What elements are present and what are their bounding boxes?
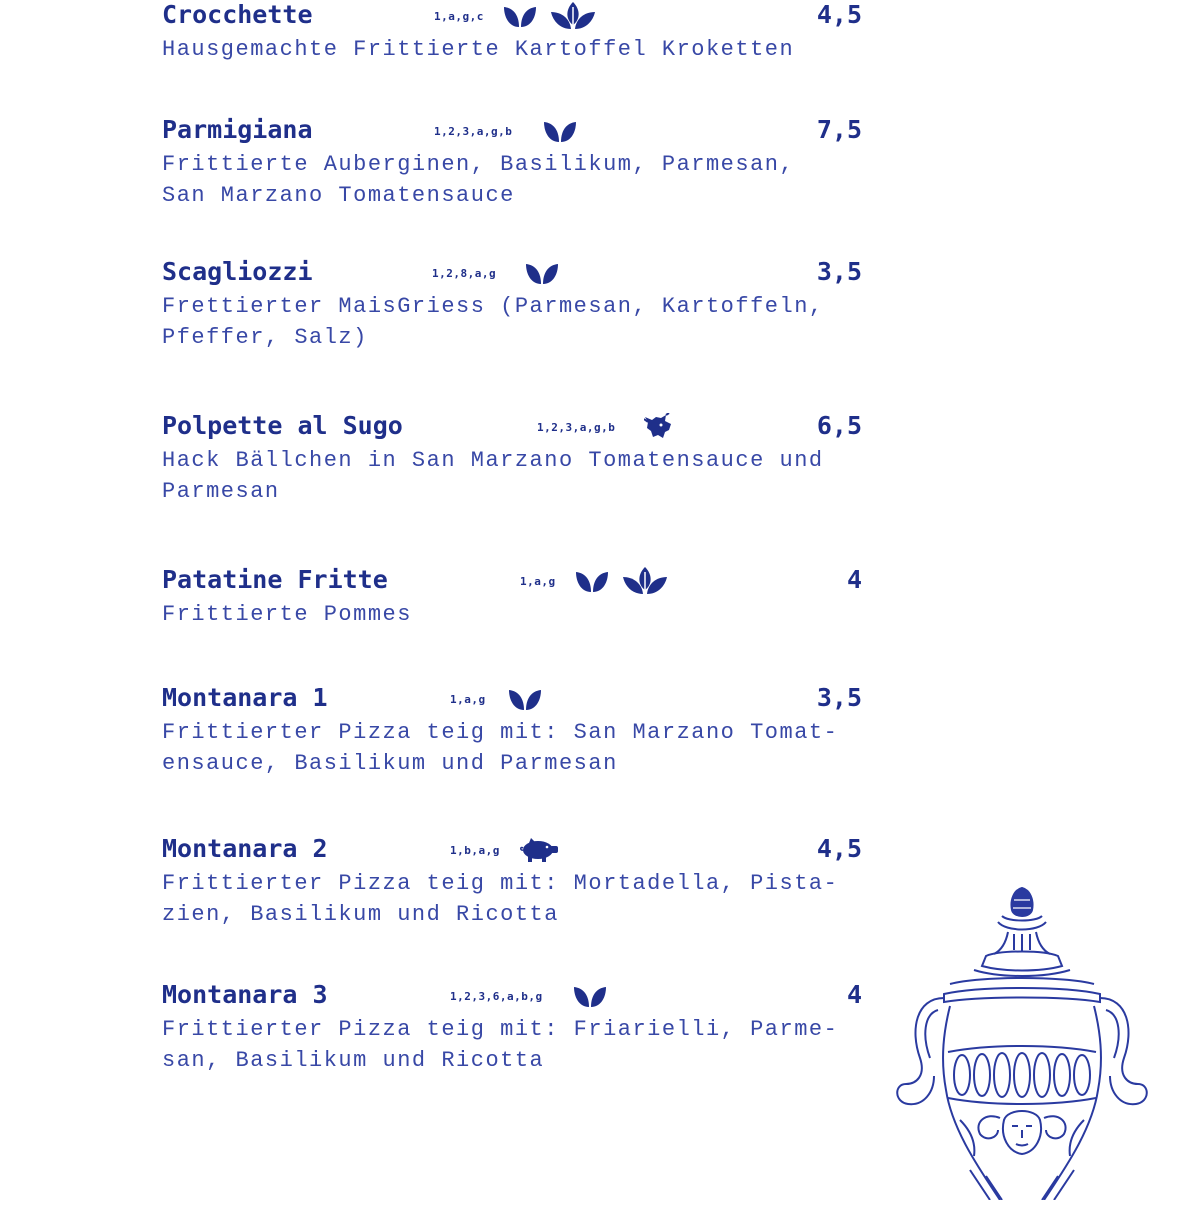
dish-description: Hack Bällchen in San Marzano Tomatensauce und Parmesan (162, 448, 824, 504)
dish-price: 3,5 (816, 683, 862, 712)
allergen-codes: 1,2,8,a,g (432, 267, 497, 280)
diet-icons (574, 565, 668, 597)
dish-price: 3,5 (816, 257, 862, 286)
dish-name: Polpette al Sugo (162, 411, 403, 440)
dish-price: 4 (846, 980, 862, 1009)
allergen-codes: 1,a,g (450, 693, 486, 706)
vegetarian-leaf-icon (572, 983, 608, 1009)
dish-price: 7,5 (816, 115, 862, 144)
dish-name: Montanara 3 (162, 980, 328, 1009)
allergen-codes: 1,a,g,c (434, 10, 484, 23)
vegan-plant-icon (622, 566, 668, 596)
ornamental-vase-icon (890, 880, 1150, 1205)
dish-description: Frittierter Pizza teig mit: Friarielli, Parme- san, Basilikum und Ricotta (162, 1017, 839, 1073)
allergen-codes: 1,2,3,a,g,b (434, 125, 513, 138)
allergen-codes: 1,b,a,g (450, 844, 500, 857)
dish-price: 4 (846, 565, 862, 594)
vegetarian-leaf-icon (507, 686, 543, 712)
vegetarian-leaf-icon (502, 3, 538, 29)
diet-icons (572, 980, 608, 1012)
vegan-plant-icon (550, 1, 596, 31)
dish-price: 6,5 (816, 411, 862, 440)
dish-price: 4,5 (816, 834, 862, 863)
dish-price: 4,5 (816, 0, 862, 29)
allergen-codes: 1,2,3,a,g,b (537, 421, 616, 434)
allergen-codes: 1,2,3,6,a,b,g (450, 990, 543, 1003)
dish-description: Frittierter Pizza teig mit: San Marzano Tomat- ensauce, Basilikum und Parmesan (162, 720, 839, 776)
diet-icons (520, 834, 560, 866)
dish-description: Frittierter Pizza teig mit: Mortadella, Pista- zien, Basilikum und Ricotta (162, 871, 839, 927)
vegetarian-leaf-icon (574, 568, 610, 594)
dish-name: Montanara 2 (162, 834, 328, 863)
allergen-codes: 1,a,g (520, 575, 556, 588)
dish-description: Hausgemachte Frittierte Kartoffel Kroketten (162, 37, 795, 62)
diet-icons (507, 683, 543, 715)
dish-name: Patatine Fritte (162, 565, 388, 594)
diet-icons (542, 115, 578, 147)
vegetarian-leaf-icon (524, 260, 560, 286)
vegetarian-leaf-icon (542, 118, 578, 144)
diet-icons (502, 0, 596, 32)
beef-icon (644, 413, 674, 441)
dish-description: Frittierte Pommes (162, 602, 412, 627)
diet-icons (524, 257, 560, 289)
dish-name: Scagliozzi (162, 257, 313, 286)
pork-icon (520, 837, 560, 863)
dish-name: Parmigiana (162, 115, 313, 144)
diet-icons (644, 411, 674, 443)
dish-description: Frittierte Auberginen, Basilikum, Parmesan, San Marzano Tomatensauce (162, 152, 795, 208)
dish-name: Montanara 1 (162, 683, 328, 712)
dish-description: Frettierter MaisGriess (Parmesan, Kartoffeln, Pfeffer, Salz) (162, 294, 824, 350)
dish-name: Crocchette (162, 0, 313, 29)
